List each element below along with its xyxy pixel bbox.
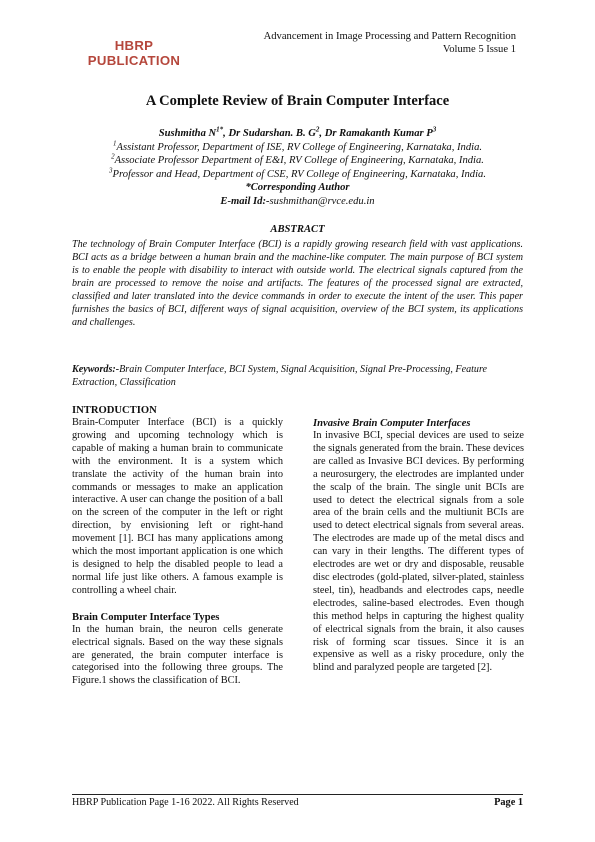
affiliation-1 [0, 141, 595, 155]
affiliation-2-text: Associate Professor Department of E&I, RV College of Engineering, Karnataka, India. [114, 155, 484, 167]
email-address[interactable]: sushmithan@rvce.edu.in [269, 195, 375, 207]
invasive-bci-heading: Invasive Brain Computer Interfaces [313, 418, 471, 429]
bci-types-text: In the human brain, the neuron cells generate electrical signals. Based on the way these signals are generated, the brain computer interface is categorised into the following three groups. The Figure.1 shows the classification of BCI. [72, 623, 283, 687]
author-1-sup: 1* [216, 125, 224, 134]
left-column [72, 404, 283, 688]
affiliation-3-sup: 3 [109, 166, 113, 175]
affiliation-3-text: Professor and Head, Department of CSE, RV College of Engineering, Karnataka, India. [112, 168, 486, 180]
corresponding-author: *Corresponding Author [245, 182, 350, 194]
keywords [72, 363, 523, 389]
email-line [0, 195, 595, 209]
publisher-logo [81, 38, 187, 68]
author-3-sup: 3 [432, 125, 437, 134]
introduction-text: Brain-Computer Interface (BCI) is a quickly growing and upcoming technology which is capable of making a human brain to communicate with the environment. It is a system which translate the activity of the human brain into commands or messages to make an application interactive. A user can change the position of a ball on the screen of the computer in the left or right direction, by envisioning left or right-hand movement [1]. BCI has many applications among which the most important application is one which is designed to help the disabled people to lead a normal life just like others. A famous example is controlling a wheel chair. [72, 417, 283, 596]
journal-volume: Volume 5 Issue 1 [442, 44, 516, 55]
author-2-sup: 2 [315, 125, 320, 134]
bci-types-heading: Brain Computer Interface Types [72, 611, 220, 623]
introduction-heading: INTRODUCTION [72, 405, 157, 416]
logo-line-1: HBRP [114, 38, 154, 53]
abstract-text: The technology of Brain Computer Interface (BCI) is a rapidly growing research field with vast applications. BCI acts as a bridge between a human brain and the machine-like computer. The main purpose of BCI system is to enable the people with disability to interact with outside world. The electrical signals captured from the brain are processed to remove the noise and artifacts. The features of the processed signal are extracted, classified and later translated into the device commands in order to execute the intent of the user. This paper furnishes the basics of BCI, different ways of signal acquisition, overview of the BCI system, its applications and challenges. [72, 239, 523, 328]
affiliation-1-text: Assistant Professor, Department of ISE, RV College of Engineering, Karnataka, India. [116, 141, 483, 153]
author-1: Sushmitha N [158, 128, 217, 139]
affiliation-2-sup: 2 [111, 152, 115, 161]
right-column [313, 404, 524, 675]
author-2: , Dr Sudarshan. B. G [223, 128, 316, 139]
page-number: Page 1 [494, 797, 523, 808]
journal-header [264, 30, 516, 56]
footer-rule [72, 794, 523, 795]
affiliation-3 [0, 168, 595, 182]
keywords-text: Brain Computer Interface, BCI System, Signal Acquisition, Signal Pre-Processing, Feature Extraction, Classification [72, 364, 488, 388]
affiliation-2 [0, 154, 595, 168]
email-label: E-mail Id:- [220, 195, 270, 207]
paper-title: A Complete Review of Brain Computer Interface [145, 93, 450, 109]
abstract-heading: ABSTRACT [270, 224, 325, 235]
affiliation-1-sup: 1 [112, 139, 117, 148]
author-list [0, 127, 595, 141]
logo-line-2: PUBLICATION [87, 53, 181, 68]
keywords-label: Keywords:- [72, 364, 120, 375]
author-3: , Dr Ramakanth Kumar P [319, 128, 433, 139]
author-block [0, 127, 595, 209]
invasive-bci-text: In invasive BCI, special devices are used to seize the signals generated from the brain. These devices are called as Invasive BCI devices. By performing a neurosurgery, the electrodes are implanted under the scalp of the brain. The single unit BCIs are used to detect the electrical signals from a sole area of the brain cells and the multiunit BCIs are used to detect electrical signals from several areas. The electrodes are made up of the metal discs and can vary in their lengths. The different types of electrodes are wet or dry and disposable, reusable disc electrodes (gold-plated, silver-plated, stainless steel, tin), headbands and electrodes caps, needle electrodes, saline-based electrodes. Even though this method helps in capturing the highest quality of electrical signals from the brain, it also causes risk of forming scar tissues. Since it is an expensive as well as a risky procedure, only the blind and paralyzed people are targeted [2]. [313, 430, 524, 674]
journal-name: Advancement in Image Processing and Pattern Recognition [263, 31, 516, 42]
footer-copyright: HBRP Publication Page 1-16 2022. All Rights Reserved [72, 797, 299, 808]
